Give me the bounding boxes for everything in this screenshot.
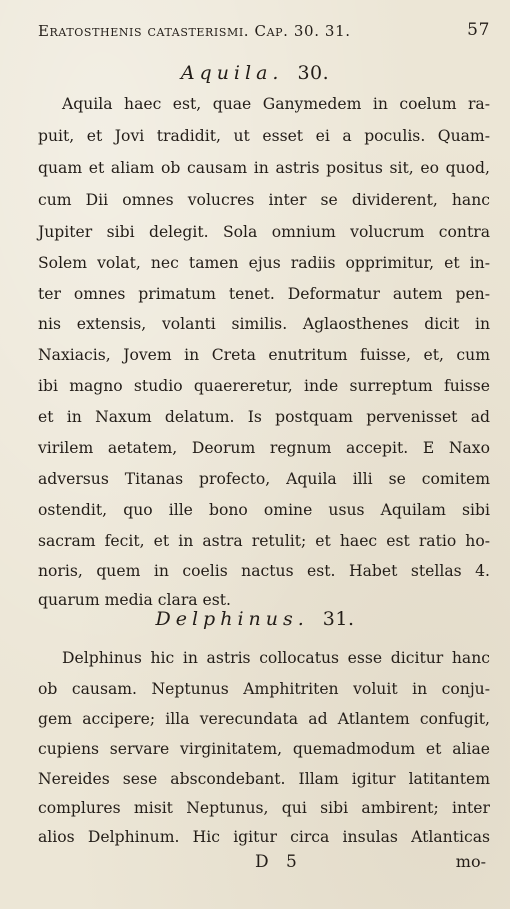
text-line: Delphinus hic in astris collocatus esse dicitur hanc	[62, 649, 490, 667]
section-heading-delphinus	[0, 608, 510, 630]
section-number: 31.	[322, 608, 355, 630]
running-title: Eratosthenis catasterismi. Cap. 30. 31.	[38, 22, 351, 40]
text-line: noris, quem in coelis nactus est. Habet stellas 4.	[38, 562, 490, 580]
text-line: et in Naxum delatum. Is postquam pervenisset ad	[38, 408, 490, 426]
text-line: Naxiacis, Jovem in Creta enutritum fuisse, et, cum	[38, 346, 490, 364]
text-line: nis extensis, volanti similis. Aglaosthenes dicit in	[38, 315, 490, 333]
text-line: cum Dii omnes volucres inter se dividerent, hanc	[38, 191, 490, 209]
text-line: virilem aetatem, Deorum regnum accepit. E Naxo	[38, 439, 490, 457]
text-line: ibi magno studio quaereretur, inde surreptum fuisse	[38, 377, 490, 395]
text-line: Solem volat, nec tamen ejus radiis opprimitur, et in-	[38, 254, 490, 272]
text-line: quarum media clara est.	[38, 591, 231, 609]
catchword: mo-	[455, 852, 486, 871]
text-line: ostendit, quo ille bono omine usus Aquilam sibi	[38, 501, 490, 519]
text-line: Aquila haec est, quae Ganymedem in coelum ra-	[62, 95, 490, 113]
text-line: ter omnes primatum tenet. Deformatur autem pen-	[38, 285, 490, 303]
text-line: puit, et Jovi tradidit, ut esset ei a poculis. Quam-	[38, 127, 490, 145]
text-line: ob causam. Neptunus Amphitriten voluit in conju-	[38, 680, 490, 698]
text-line: gem accipere; illa verecundata ad Atlantem confugit,	[38, 710, 490, 728]
text-line: Nereides sese abscondebant. Illam igitur latitantem	[38, 770, 490, 788]
text-line: complures misit Neptunus, qui sibi ambirent; inter	[38, 799, 490, 817]
text-line: quam et aliam ob causam in astris positus sit, eo quod,	[38, 159, 490, 177]
section-number: 30.	[297, 62, 330, 84]
section-heading-aquila	[0, 62, 510, 84]
page-number: 57	[467, 20, 490, 40]
running-header	[38, 18, 490, 46]
section-title: Aquila.	[180, 62, 284, 84]
text-line: alios Delphinum. Hic igitur circa insulas Atlanticas	[38, 828, 490, 846]
signature-mark: D 5	[255, 852, 303, 872]
text-line: sacram fecit, et in astra retulit; et haec est ratio ho-	[38, 532, 490, 550]
section-title: Delphinus.	[155, 608, 309, 630]
text-line: adversus Titanas profecto, Aquila illi se comitem	[38, 470, 490, 488]
text-line: Jupiter sibi delegit. Sola omnium volucrum contra	[38, 223, 490, 241]
page-footer	[0, 852, 510, 876]
text-line: cupiens servare virginitatem, quemadmodum et aliae	[38, 740, 490, 758]
